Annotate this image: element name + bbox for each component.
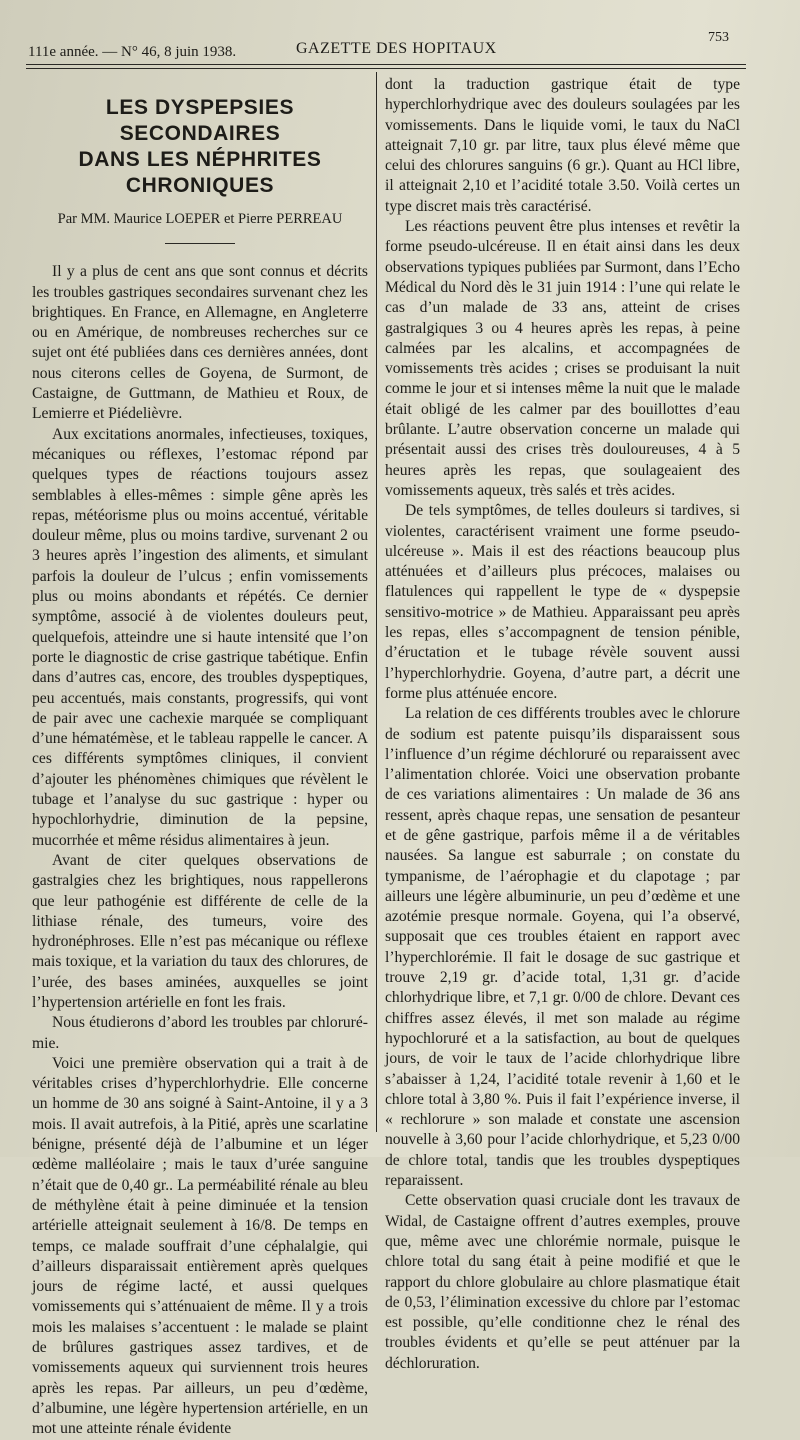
title-separator [165, 243, 235, 244]
paragraph: Cette observation quasi cruciale dont les travaux de Widal, de Castaigne offrent d’autres exemples, prouve que, même avec une chlorémie normale, puisque le chlore total du sang était à peine modifié et que le rapport du chlore globulaire au chlore plasmatique était de 0,53, l’élimination excessive du chlore par l’estomac est possible, qu’elle conditionne chez le rénal des troubles évidents et qu’elle se peut atténuer par la déchloruration. [385, 1192, 740, 1372]
article-title [32, 95, 368, 199]
issue-line: 111e année. — N° 46, 8 juin 1938. [28, 44, 237, 60]
paragraph: Voici une première observation qui a trait à de véritables crises d’hyperchlorhydrie. Elle concerne un homme de 30 ans soigné à Saint-Antoine, il y a 3 mois. Il avait autrefois, à la Pitié, après une scarlatine bénigne, présenté déjà de l’albumine et un léger œdème malléolaire ; mais le taux d’urée sanguine n’était que de 0,40 gr.. La perméabilité rénale au bleu de méthylène était à peine diminuée et la tension artérielle atteignait seulement à 16/8. De temps en temps, ce malade souffrait d’une céphalalgie, qui d’ailleurs disparaissait entièrement après quelques jours de régime lacté, et aussi quelques vomissements qui s’atténuaient de même. Il y a trois mois les malaises s’accentuent : le malade se plaint de brûlures gastriques assez tardives, et de vomissements aqueux qui surviennent trois heures après les repas. Par ailleurs, un peu d’œdème, d’albumine, une légère hypertension artérielle, en un mot une atteinte rénale évidente [32, 1054, 368, 1438]
right-column [385, 75, 740, 1374]
left-column [32, 75, 368, 1440]
paragraph: dont la traduction gastrique était de type hyperchlorhydrique avec des douleurs soulagées par les vomissements. Dans le liquide vomi, le taux du NaCl atteignait 7,10 gr. par litre, taux plus élevé même que celui des chlorures sanguins (6 gr.). Quant au HCl libre, il atteignait 2,10 et l’acidité totale 3.50. Voilà certes un type discret mais très caractérisé. [385, 76, 740, 215]
header-rule-top [26, 64, 746, 65]
header-rule-bottom [26, 68, 746, 69]
page-number: 753 [708, 30, 729, 45]
journal-title: GAZETTE DES HOPITAUX [296, 40, 497, 57]
paragraph: Les réactions peuvent être plus intenses et revêtir la forme pseudo-ulcéreuse. Il en était ainsi dans les deux observations typiques publiées par Surmont, dans l’Echo Médical du Nord dès le 31 juin 1914 : l’une qui relate le cas d’un malade de 33 ans, atteint de crises gastralgiques 3 ou 4 heures après les repas, à peine calmées par les alcalins, et accompagnées de vomissements très acides ; crises se produisant la nuit comme le jour et si intenses même la nuit que le malade était obligé de les calmer par des bouillottes d’eau brûlante. L’autre observation concerne un malade qui présentait aussi des crises très douloureuses, 4 à 5 heures après les repas, que soulageaient des vomissements aqueux, très salés et très acides. [385, 218, 740, 499]
paragraph: Aux excitations anormales, infectieuses, toxiques, mécaniques ou réflexes, l’estomac répond par quelques types de réactions toujours assez semblables à elles-mêmes : simple gêne après les repas, météorisme plus ou moins accentué, véritable douleur même, plus ou moins tardive, survenant 2 ou 3 heures après l’ingestion des aliments, et simulant parfois la douleur de l’ulcus ; enfin vomissements plus ou moins abondants et répétés. Ce dernier symptôme, associé à de violentes douleurs peut, quelquefois, atteindre une si haute intensité que l’on porte le diagnostic de crise gastrique tabétique. Enfin dans d’autres cas, encore, des troubles dyspeptiques, peu accentués, mais constants, progressifs, qui vont de pair avec une cachexie marquée se compliquant d’une hématémèse, et le tableau rappelle le cancer. A ces différents symptômes cliniques, il convient d’ajouter les phénomènes chimiques que révèlent le tubage et l’analyse du suc gastrique : hyper ou hypochlorhydrie, diminution de la pepsine, mucorrhée et même résidus alimentaires à jeun. [32, 425, 368, 849]
paragraph: Il y a plus de cent ans que sont connus et décrits les troubles gastriques secondaires survenant chez les brightiques. En France, en Allemagne, en Angleterre ou en Amérique, de nombreuses recherches sur ce sujet ont été publiées dans ces dernières années, dont nous citerons celles de Goyena, de Surmont, de Castaigne, de Guttmann, de Mathieu et Roux, de Lemierre et Piédelièvre. [32, 263, 368, 423]
column-divider [376, 72, 377, 1132]
article-title-line-1: LES DYSPEPSIES SECONDAIRES [105, 96, 295, 145]
paragraph: De tels symptômes, de telles douleurs si tardives, si violentes, caractérisent vraiment une forme pseudo-ulcéreuse ». Mais il est des réactions beaucoup plus atténuées et d’ailleurs plus précoces, malaises ou flatulences qui rappellent le type de « dyspepsie sensitivo-motrice » de Mathieu. Apparaissant peu après les repas, elles s’accompagnent de tension pénible, d’éructation et le tubage révèle souvent aussi l’hyperchlorhydrie. Goyena, d’autre part, a décrit une forme plus atténuée encore. [385, 502, 740, 702]
paragraph: La relation de ces différents troubles avec le chlorure de sodium est patente puisqu’ils disparaissent sous l’influence d’un régime déchloruré ou reparaissent avec l’alimentation chlorée. Voici une observation probante de ces variations alimentaires : Un malade de 36 ans ressent, après chaque repas, une sensation de pesanteur et de gêne gastrique, parfois même il a de véritables nausées. Sa langue est saburrale ; on constate du tympanisme, de l’aérophagie et du clapotage ; par ailleurs une légère albuminurie, un peu d’œdème et une azotémie presque normale. Goyena, qui l’a observé, supposait que ces troubles étaient en rapport avec l’hyperchlorémie. Il fait le dosage de suc gastrique et trouve 2,19 gr. d’acide total, 1,31 gr. d’acide chlorhydrique libre, et 7,1 gr. 0/00 de chlore. Devant ces chiffres assez élevés, il met son malade au régime hypochloruré et a la satisfaction, au bout de quelques jours, de voir le taux de l’acide chlorhydrique libre s’abaisser à 1,24, l’acidité totale revenir à 1,60 et le chlore total à 3,80 %. Puis il fait l’expérience inverse, il « rechlorure » son malade et constate une ascension nouvelle à 3,60 pour l’acide chlorhydrique, et 5,23 0/00 de chlore total, tandis que les troubles dyspeptiques reparaissent. [385, 705, 740, 1190]
article-title-line-2: DANS LES NÉPHRITES CHRONIQUES [78, 148, 322, 197]
paragraph: Avant de citer quelques observations de gastralgies chez les brightiques, nous rappellerons que leur pathogénie est différente de celle de la lithiase rénale, des tumeurs, voire des hydronéphroses. Elle n’est pas mécanique ou réflexe mais toxique, et la variation du taux des chlorures, de l’urée, des bases aminées, auxquelles se joint l’hypertension artérielle en font les frais. [32, 851, 368, 1011]
paragraph: Nous étudierons d’abord les troubles par chloruré-mie. [32, 1014, 368, 1052]
article-authors: Par MM. Maurice LOEPER et Pierre PERREAU [57, 211, 343, 227]
